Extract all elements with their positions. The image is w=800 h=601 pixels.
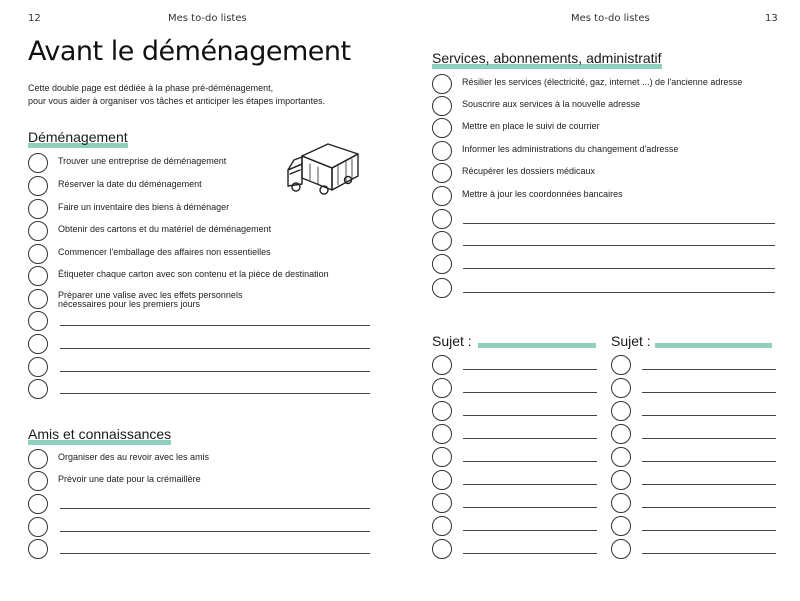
checklist-item-label: Réserver la date du déménagement — [58, 179, 202, 189]
checkbox-circle[interactable] — [28, 517, 48, 537]
checklist-item-blank — [28, 494, 372, 516]
checklist-item-label: Organiser des au revoir avec les amis — [58, 452, 210, 462]
running-title-right: Mes to-do listes — [571, 13, 650, 24]
checklist-item — [432, 96, 777, 118]
checklist-item — [432, 141, 777, 163]
checkbox-circle[interactable] — [611, 355, 631, 375]
blank-line[interactable] — [642, 507, 776, 508]
blank-line[interactable] — [463, 245, 775, 246]
right-page — [400, 0, 800, 601]
checklist-item — [28, 266, 368, 288]
intro-text — [28, 82, 388, 108]
checklist-item-blank — [611, 424, 779, 446]
checklist-item-blank — [611, 378, 779, 400]
checkbox-circle[interactable] — [611, 424, 631, 444]
checkbox-circle[interactable] — [432, 378, 452, 398]
checkbox-circle[interactable] — [28, 266, 48, 286]
checkbox-circle[interactable] — [432, 355, 452, 375]
checklist-item-label: Commencer l'emballage des affaires non essentielles — [58, 247, 271, 257]
checklist-item-label: Prévoir une date pour la crémaillère — [58, 474, 201, 484]
checklist-item-blank — [432, 378, 600, 400]
section-services-heading — [432, 51, 662, 65]
checkbox-circle[interactable] — [432, 254, 452, 274]
checklist-item-blank — [28, 379, 372, 401]
blank-line[interactable] — [642, 415, 776, 416]
checkbox-circle[interactable] — [28, 199, 48, 219]
checkbox-circle[interactable] — [432, 470, 452, 490]
checklist-item-label: Mettre à jour les coordonnées bancaires — [462, 189, 623, 199]
blank-line[interactable] — [642, 392, 776, 393]
checkbox-circle[interactable] — [611, 516, 631, 536]
checklist-item-blank — [432, 516, 600, 538]
checklist-item-blank — [28, 334, 372, 356]
section-demenagement-heading — [28, 130, 128, 144]
checkbox-circle[interactable] — [432, 493, 452, 513]
checklist-item-blank — [432, 209, 777, 231]
checkbox-circle[interactable] — [28, 357, 48, 377]
checkbox-circle[interactable] — [432, 539, 452, 559]
checkbox-circle[interactable] — [28, 539, 48, 559]
checkbox-circle[interactable] — [611, 447, 631, 467]
checkbox-circle[interactable] — [28, 311, 48, 331]
checklist-item — [28, 221, 368, 243]
checkbox-circle[interactable] — [432, 516, 452, 536]
checkbox-circle[interactable] — [432, 163, 452, 183]
checkbox-circle[interactable] — [432, 401, 452, 421]
sujet-highlight-right — [655, 343, 772, 348]
checkbox-circle[interactable] — [28, 289, 48, 309]
checkbox-circle[interactable] — [28, 153, 48, 173]
checklist-item-label: Trouver une entreprise de déménagement — [58, 156, 227, 166]
checklist-item-blank — [611, 493, 779, 515]
checkbox-circle[interactable] — [432, 278, 452, 298]
blank-line[interactable] — [60, 371, 370, 372]
checkbox-circle[interactable] — [611, 401, 631, 421]
checkbox-circle[interactable] — [432, 186, 452, 206]
checkbox-circle[interactable] — [611, 470, 631, 490]
running-title-left: Mes to-do listes — [168, 13, 247, 24]
blank-line[interactable] — [642, 484, 776, 485]
checklist-item-blank — [432, 231, 777, 253]
intro-line-1: Cette double page est dédiée à la phase pré-déménagement, — [28, 83, 274, 93]
checklist-item — [432, 186, 777, 208]
blank-line[interactable] — [60, 348, 370, 349]
blank-line[interactable] — [60, 325, 370, 326]
checklist-item — [432, 118, 777, 140]
blank-line[interactable] — [60, 531, 370, 532]
checklist-item-blank — [432, 493, 600, 515]
section-heading-text: Déménagement — [28, 129, 128, 145]
blank-line[interactable] — [642, 530, 776, 531]
blank-line[interactable] — [463, 484, 597, 485]
blank-line[interactable] — [60, 508, 370, 509]
checkbox-circle[interactable] — [432, 209, 452, 229]
checklist-item-blank — [432, 470, 600, 492]
checklist-item-blank — [432, 278, 777, 300]
section-amis-heading — [28, 427, 171, 441]
checklist-item-blank — [28, 517, 372, 539]
blank-line[interactable] — [463, 507, 597, 508]
checklist-item-label: Souscrire aux services à la nouvelle adresse — [462, 99, 641, 109]
checkbox-circle[interactable] — [432, 118, 452, 138]
checkbox-circle[interactable] — [28, 176, 48, 196]
checklist-item-label: Informer les administrations du changement d'adresse — [462, 144, 679, 154]
blank-line[interactable] — [463, 223, 775, 224]
intro-line-2: pour vous aider à organiser vos tâches et anticiper les étapes importantes. — [28, 96, 326, 106]
checklist-item — [432, 74, 777, 96]
checkbox-circle[interactable] — [28, 379, 48, 399]
blank-line[interactable] — [60, 393, 370, 394]
blank-line[interactable] — [642, 369, 776, 370]
checklist-item-blank — [611, 355, 779, 377]
checklist-item-label: Récupérer les dossiers médicaux — [462, 166, 596, 176]
page-number-right: 13 — [765, 13, 778, 24]
checklist-item-label-continued: nécessaires pour les premiers jours — [58, 299, 201, 309]
checklist-item-label: Obtenir des cartons et du matériel de déménagement — [58, 224, 272, 234]
blank-line[interactable] — [463, 461, 597, 462]
checklist-item-label: Étiqueter chaque carton avec son contenu et la pièce de destination — [58, 269, 329, 279]
checkbox-circle[interactable] — [28, 334, 48, 354]
section-heading-text: Services, abonnements, administratif — [432, 50, 662, 66]
blank-line[interactable] — [642, 461, 776, 462]
moving-truck-icon — [284, 140, 360, 200]
checklist-item-blank — [432, 424, 600, 446]
checklist-item-blank — [611, 401, 779, 423]
checklist-item-blank — [432, 355, 600, 377]
checklist-item-blank — [432, 254, 777, 276]
checklist-item-label: Préparer une valise avec les effets personnels — [58, 290, 243, 300]
checkbox-circle[interactable] — [432, 96, 452, 116]
checklist-item-blank — [432, 401, 600, 423]
blank-line[interactable] — [463, 369, 597, 370]
blank-line[interactable] — [463, 415, 597, 416]
checklist-item — [28, 471, 368, 493]
sujet-label-right: Sujet : — [611, 333, 651, 349]
checklist-item-blank — [611, 516, 779, 538]
sujet-highlight-left — [478, 343, 596, 348]
checklist-item-blank — [611, 470, 779, 492]
checklist-item-label: Faire un inventaire des biens à déménager — [58, 202, 230, 212]
checkbox-circle[interactable] — [432, 424, 452, 444]
checkbox-circle[interactable] — [611, 378, 631, 398]
checklist-item-blank — [611, 539, 779, 561]
checkbox-circle[interactable] — [28, 494, 48, 514]
blank-line[interactable] — [463, 553, 597, 554]
checklist-item-blank — [432, 447, 600, 469]
blank-line[interactable] — [463, 268, 775, 269]
checklist-item-blank — [28, 539, 372, 561]
checkbox-circle[interactable] — [611, 539, 631, 559]
checkbox-circle[interactable] — [432, 141, 452, 161]
blank-line[interactable] — [642, 553, 776, 554]
checkbox-circle[interactable] — [432, 447, 452, 467]
checkbox-circle[interactable] — [28, 244, 48, 264]
checklist-item-blank — [611, 447, 779, 469]
section-heading-text: Amis et connaissances — [28, 426, 172, 442]
blank-line[interactable] — [463, 438, 597, 439]
checkbox-circle[interactable] — [28, 471, 48, 491]
blank-line[interactable] — [60, 553, 370, 554]
checklist-item — [28, 244, 368, 266]
page-title: Avant le déménagement — [28, 36, 351, 67]
sujet-label-left: Sujet : — [432, 333, 472, 349]
blank-line[interactable] — [463, 530, 597, 531]
checkbox-circle[interactable] — [611, 493, 631, 513]
checklist-item-label: Mettre en place le suivi de courrier — [462, 121, 600, 131]
checklist-item-blank — [28, 357, 372, 379]
checklist-item-label: Résilier les services (électricité, gaz, internet ...) de l'ancienne adresse — [462, 77, 743, 87]
checklist-item — [432, 163, 777, 185]
checkbox-circle[interactable] — [432, 231, 452, 251]
blank-line[interactable] — [642, 438, 776, 439]
page-number-left: 12 — [28, 13, 41, 24]
checkbox-circle[interactable] — [28, 221, 48, 241]
checklist-item — [28, 449, 368, 471]
checklist-item — [28, 199, 368, 221]
blank-line[interactable] — [463, 292, 775, 293]
checkbox-circle[interactable] — [28, 449, 48, 469]
blank-line[interactable] — [463, 392, 597, 393]
checklist-item-blank — [28, 311, 372, 333]
checkbox-circle[interactable] — [432, 74, 452, 94]
checklist-item-blank — [432, 539, 600, 561]
